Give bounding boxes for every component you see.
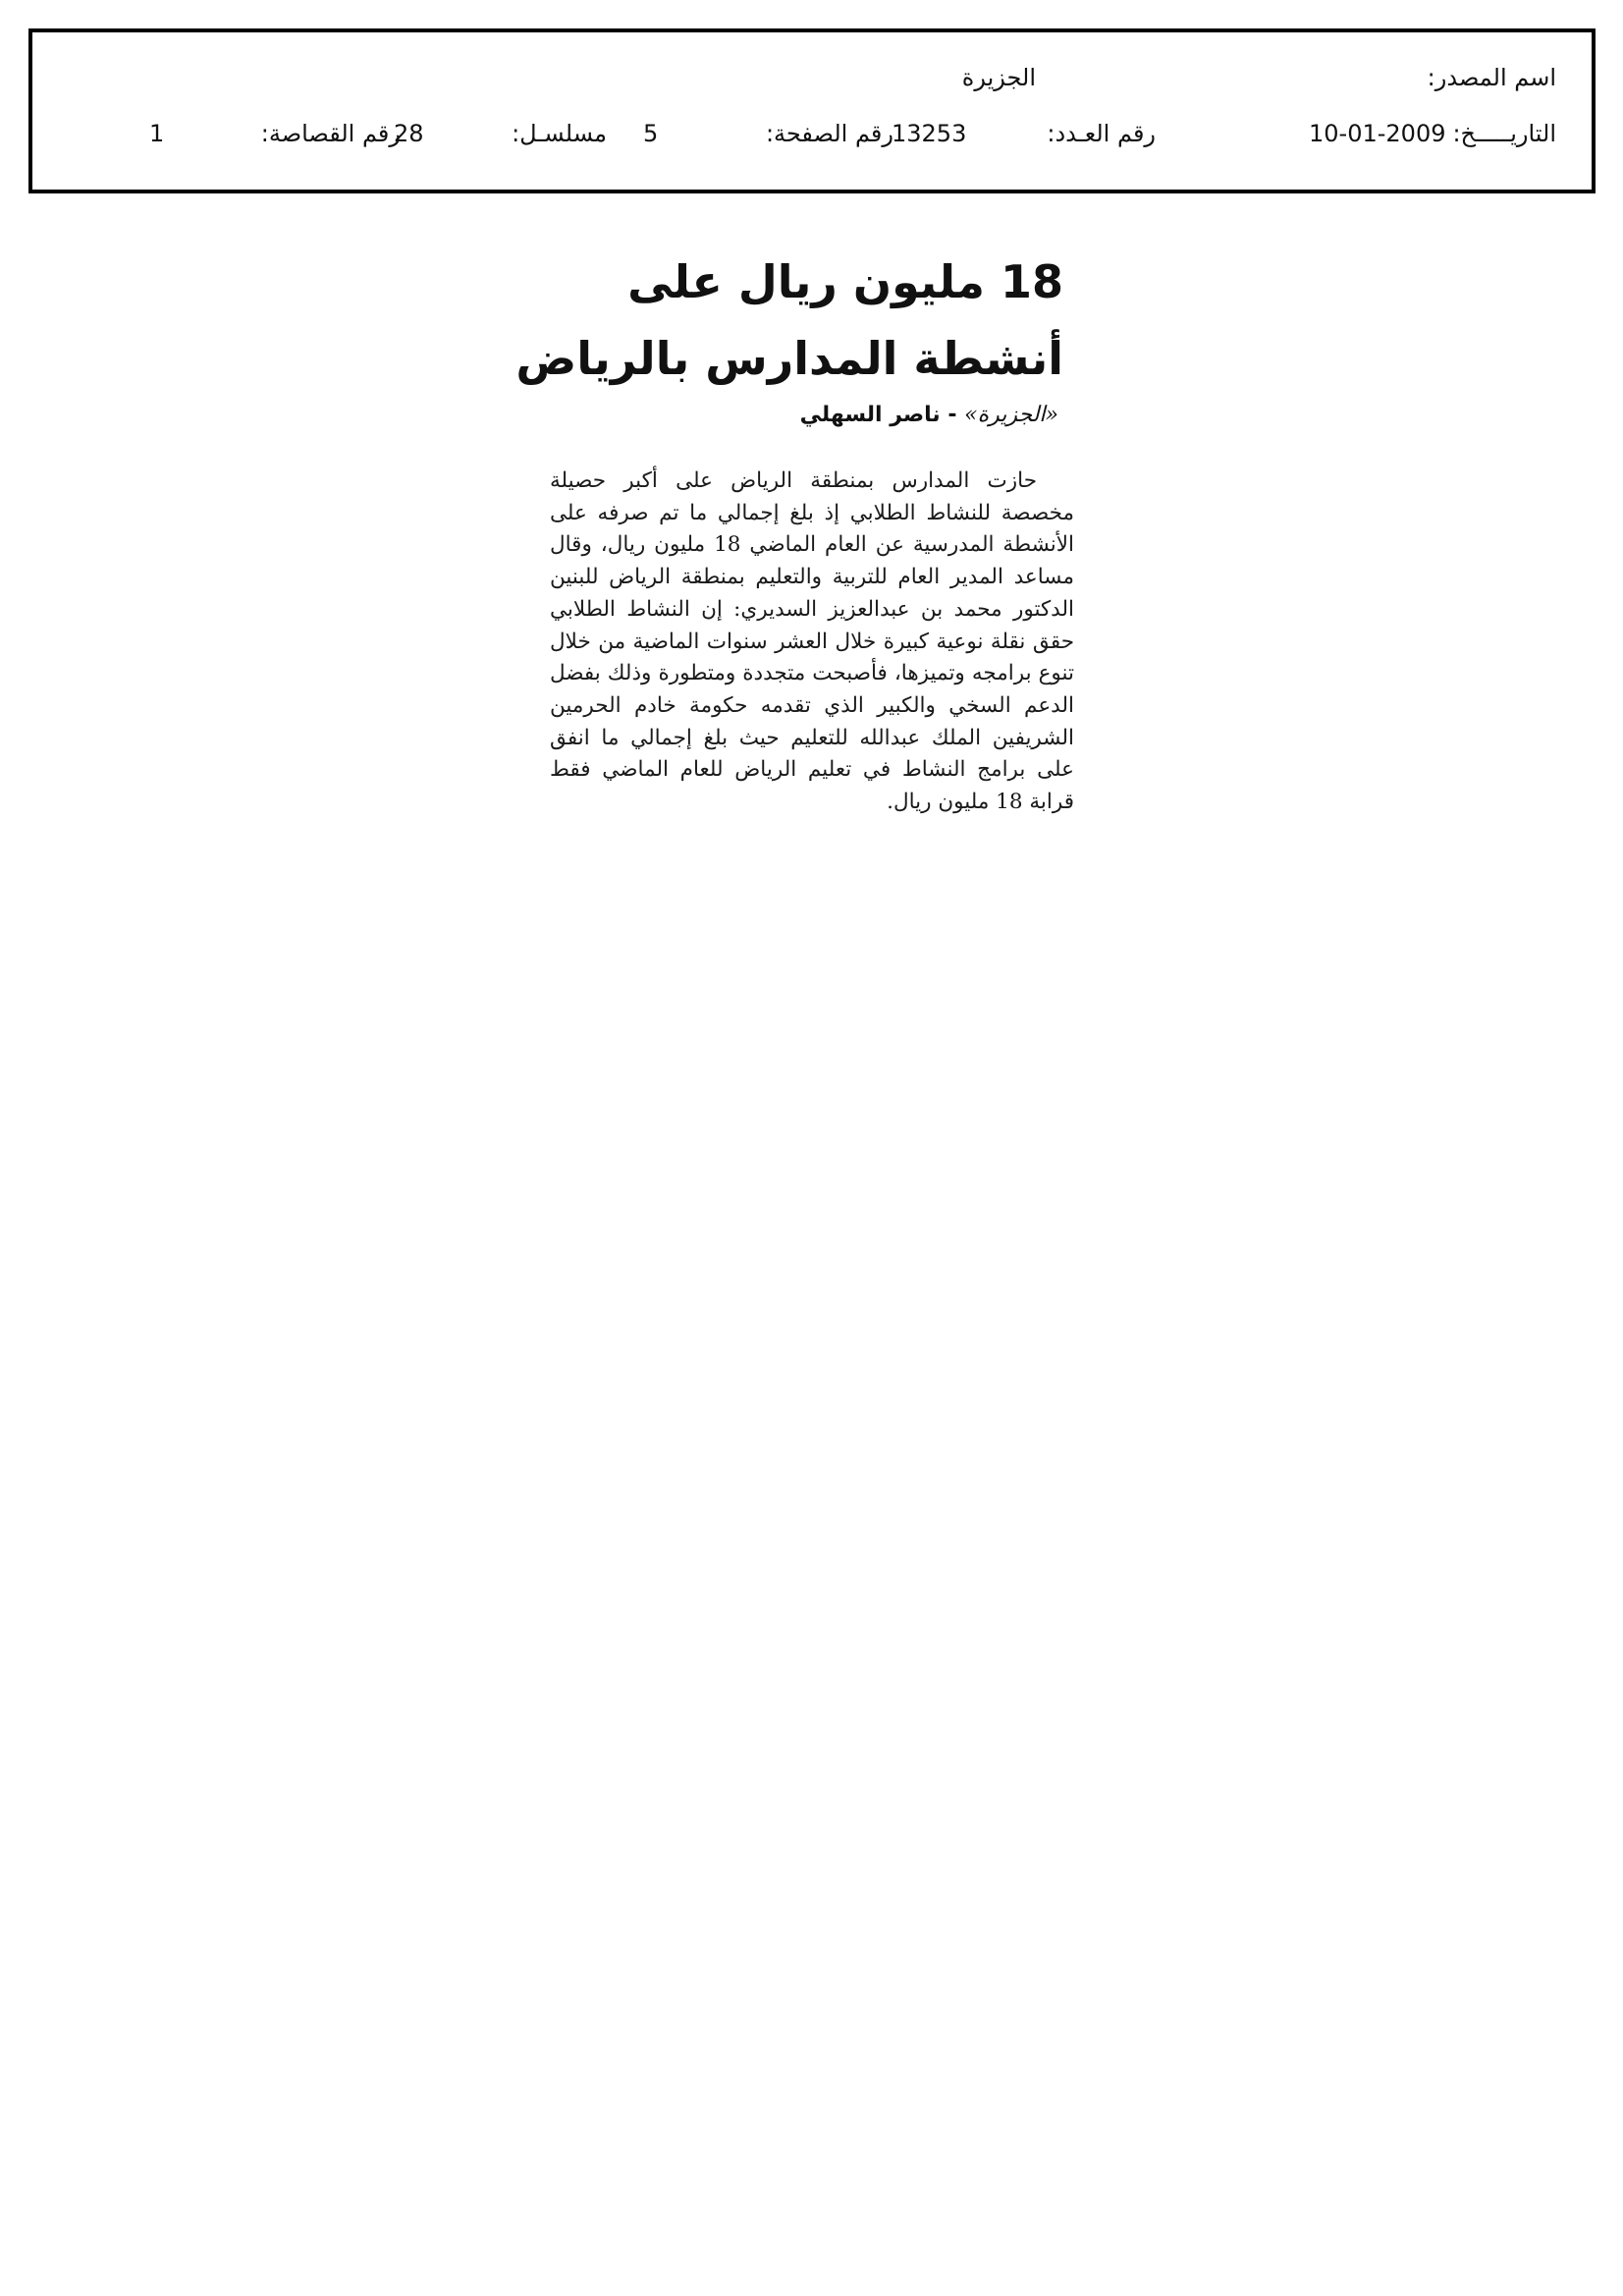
headline-line-2: أنشطة المدارس بالرياض [515,332,1063,385]
serial-value: 28 [394,120,424,147]
byline-author: - ناصر السهلي [799,403,957,427]
source-value: الجزيرة [961,64,1036,91]
serial-label: مسلسـل: [512,120,607,147]
headline-line-1: 18 مليون ريال على [627,255,1063,308]
issue-value: 13253 [892,120,967,147]
source-label: اسم المصدر: [1427,64,1556,91]
article-body [550,465,1074,819]
page-value: 5 [643,120,659,147]
article-byline [800,401,1058,430]
date-label: التاريـــــخ: [1452,120,1556,147]
date-value: 10-01-2009 [1309,120,1446,147]
clipping-info-box [28,28,1596,193]
article-headline [474,244,1063,397]
article-body-text: حازت المدارس بمنطقة الرياض على أكبر حصيلة مخصصة للنشاط الطلابي إذ بلغ إجمالي ما تم صرفه على الأنشطة المدرسية عن العام الماضي 18 مليون ريال، وقال مساعد المدير العام للتربية والتعليم بمنطقة الرياض للبنين الدكتور محمد بن عبدالعزيز السديري: إن النشاط الطلابي حقق نقلة نوعية كبيرة خلال العشر سنوات الماضية من خلال تنوع برامجه وتميزها، فأصبحت متجددة ومتطورة وذلك بفضل الدعم السخي والكبير الذي تقدمه حكومة خادم الحرمين الشريفين الملك عبدالله للتعليم حيث بلغ إجمالي ما انفق على برامج النشاط في تعليم الرياض للعام الماضي فقط قرابة 18 مليون ريال. [550,468,1074,815]
byline-source: «الجزيرة» [964,403,1058,427]
clip-value: 1 [149,120,165,147]
page-label: رقم الصفحة: [765,120,893,147]
clip-label: رقم القصاصة: [260,120,401,147]
issue-label: رقم العـدد: [1047,120,1156,147]
